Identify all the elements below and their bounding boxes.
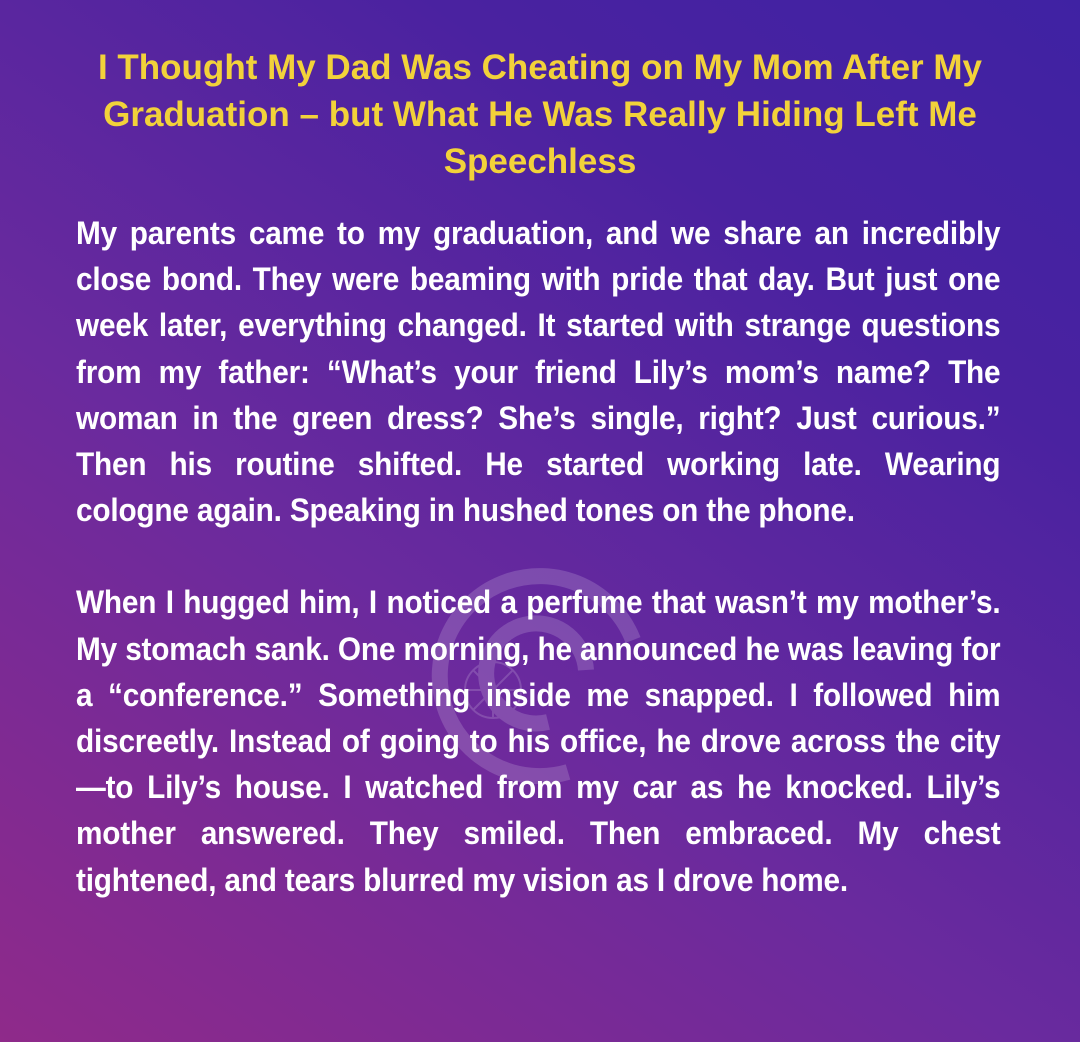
story-paragraph-2: When I hugged him, I noticed a perfume that wasn’t my mother’s. My stomach sank. One morning, he announced he was leaving for a “conference.” Something inside me snapped. I followed him discreetly. Instead of going to his office, he drove across the city—to Lily’s house. I watched from my car as he knocked. Lily’s mother answered. They smiled. Then embraced. My chest tightened, and tears blurred my vision as I drove home. xyxy=(76,584,1001,898)
story-text xyxy=(76,210,1000,903)
story-paragraph-1: My parents came to my graduation, and we share an incredibly close bond. They were beaming with pride that day. But just one week later, everything changed. It started with strange questions from my father: “What’s your friend Lily’s mom’s name? The woman in the green dress? She’s single, right? Just curious.” Then his routine shifted. He started working late. Wearing cologne again. Speaking in hushed tones on the phone. xyxy=(76,215,1001,529)
headline: I Thought My Dad Was Cheating on My Mom After My Graduation – but What He Was Really Hiding Left Me Speechless xyxy=(97,48,983,181)
